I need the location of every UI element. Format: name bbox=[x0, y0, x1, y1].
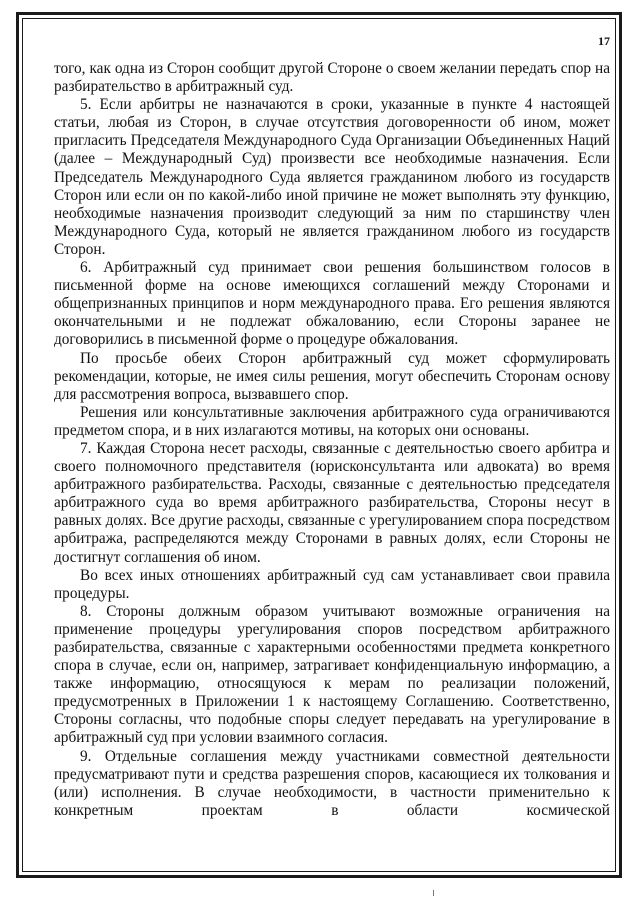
paragraph-item-5: 5. Если арбитры не назначаются в сроки, указанные в пункте 4 настоящей статьи, любая из Сторон, в случае отсутствия договоренности об ином, может пригласить Председателя Международного Суда Организации Объединенных Наций (далее – Международный Суд) произвести все необходимые назначения. Если Председатель Международного Суда является гражданином любого из государств Сторон или если он по какой-либо иной причине не может выполнять эту функцию, необходимые назначения производит следующий за ним по старшинству член Международного Суда, который не является гражданином любого из государств Сторон. bbox=[54, 96, 610, 258]
page-number: 17 bbox=[598, 34, 610, 48]
body-text bbox=[54, 60, 610, 820]
paragraph-recommendations: По просьбе обеих Сторон арбитражный суд может сформулировать рекомендации, которые, не имея силы решения, могут обеспечить Сторонам основу для рассмотрения вопроса, вызвавшего спор. bbox=[54, 349, 610, 403]
paragraph-item-6: 6. Арбитражный суд принимает свои решения большинством голосов в письменной форме на основе имеющихся соглашений между Сторонами и общепризнанных принципов и норм международного права. Его решения являются окончательными и не подлежат обжалованию, если Стороны заранее не договорились в письменной форме о процедуре обжалования. bbox=[54, 259, 610, 349]
paragraph-item-9: 9. Отдельные соглашения между участниками совместной деятельности предусматривают пути и средства разрешения споров, касающиеся их толкования и (или) исполнения. В случае необходимости, в частности применительно к конкретным проектам в области космической bbox=[54, 747, 610, 819]
paragraph-decisions: Решения или консультативные заключения арбитражного суда ограничиваются предметом спора, и в них излагаются мотивы, на которых они основаны. bbox=[54, 403, 610, 439]
paragraph-item-8: 8. Стороны должным образом учитывают возможные ограничения на применение процедуры урегулирования споров посредством арбитражного разбирательства, связанные с характерными особенностями предмета конкретного спора в случае, если он, например, затрагивает конфиденциальную информацию, а также информацию, относящуюся к мерам по реализации положений, предусмотренных в Приложении 1 к настоящему Соглашению. Соответственно, Стороны согласны, что подобные споры следует передавать на урегулирование в арбитражный суд при условии взаимного согласия. bbox=[54, 602, 610, 747]
scan-artifact bbox=[433, 890, 434, 896]
paragraph-procedure: Во всех иных отношениях арбитражный суд сам устанавливает свои правила процедуры. bbox=[54, 566, 610, 602]
paragraph-item-7: 7. Каждая Сторона несет расходы, связанные с деятельностью своего арбитра и своего полномочного представителя (юрисконсультанта или адвоката) во время арбитражного разбирательства. Расходы, связанные с деятельностью председателя арбитражного суда во время арбитражного разбирательства, Стороны несут в равных долях. Все другие расходы, связанные с урегулированием спора посредством арбитража, распределяются между Сторонами в равных долях, если Стороны не достигнут соглашения об ином. bbox=[54, 439, 610, 566]
paragraph-continuation: того, как одна из Сторон сообщит другой Стороне о своем желании передать спор на разбирательство в арбитражный суд. bbox=[54, 60, 610, 96]
